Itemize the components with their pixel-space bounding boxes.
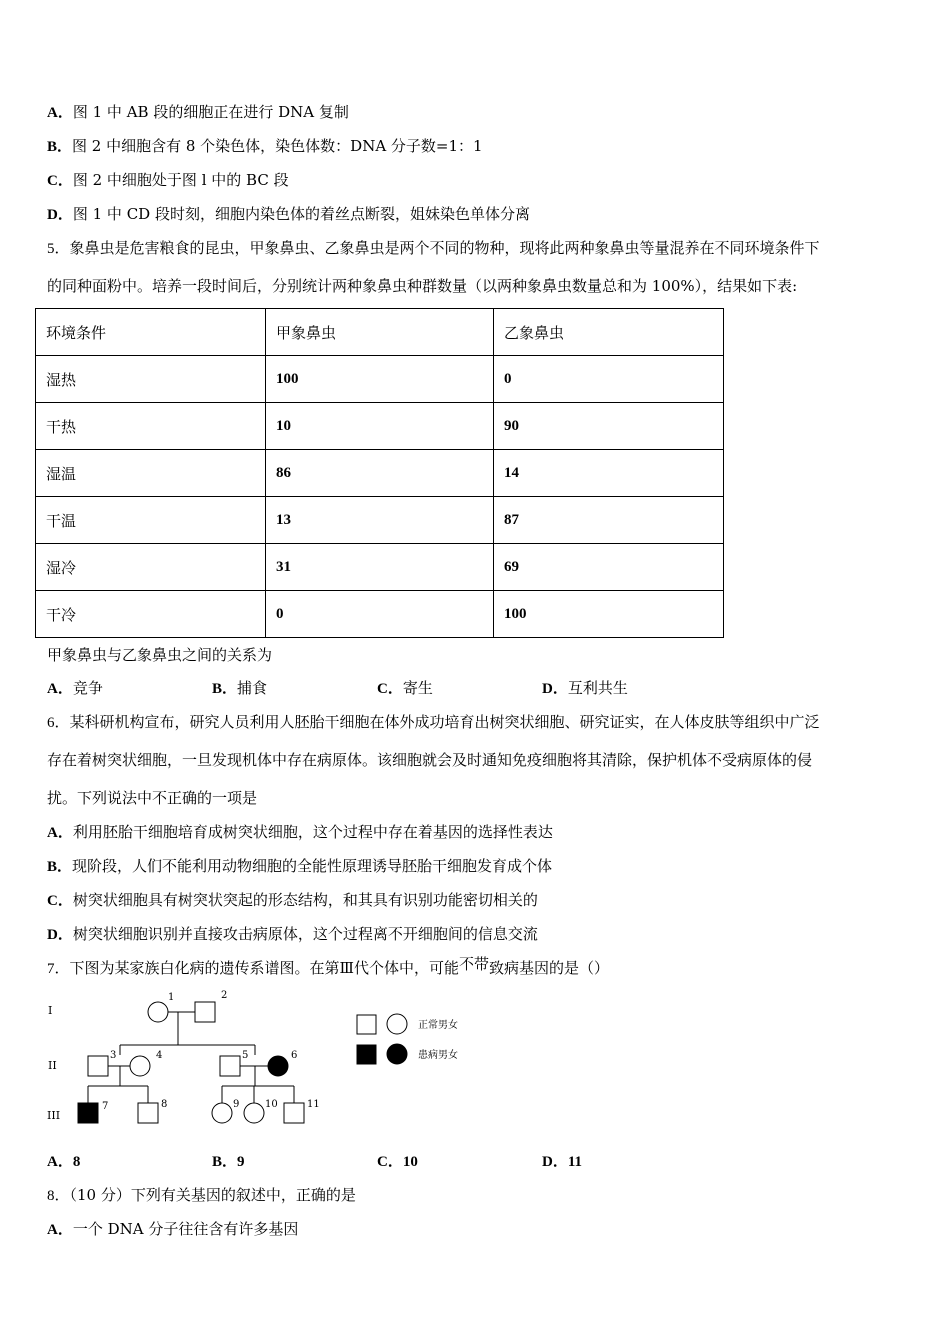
table-cell: 湿热 (36, 356, 266, 403)
q4-option-b: B．图 2 中细胞含有 8 个染色体，染色体数：DNA 分子数=1：1 (47, 137, 483, 155)
table-header-cell: 环境条件 (36, 309, 266, 356)
individual-1-female-normal (148, 1002, 168, 1022)
individual-number: 2 (221, 990, 228, 1001)
q4-option-a: A．图 1 中 AB 段的细胞正在进行 DNA 复制 (47, 103, 349, 121)
table-header-cell: 甲象鼻虫 (266, 309, 494, 356)
table-cell: 0 (266, 591, 494, 638)
individual-9-female-normal (212, 1103, 232, 1123)
q5-option-b: B．捕食 (212, 679, 268, 697)
table-cell: 100 (494, 591, 724, 638)
individual-number: 4 (156, 1050, 163, 1061)
table-row (36, 591, 724, 638)
table-cell: 14 (494, 450, 724, 497)
q6-option-b: B．现阶段，人们不能利用动物细胞的全能性原理诱导胚胎干细胞发育成个体 (47, 857, 553, 875)
individual-7-male-affected (78, 1103, 98, 1123)
q6-stem-line3: 扰。下列说法中不正确的一项是 (47, 789, 258, 807)
table-cell: 湿冷 (36, 544, 266, 591)
legend-normal-male-icon (357, 1015, 376, 1034)
individual-8-male-normal (138, 1103, 158, 1123)
table-cell: 90 (494, 403, 724, 450)
individual-number: 10 (265, 1099, 278, 1110)
table-cell: 13 (266, 497, 494, 544)
individual-number: 5 (242, 1050, 249, 1061)
generation-label: I (48, 1004, 53, 1017)
legend-normal-label: 正常男女 (418, 1020, 458, 1031)
individual-3-male-normal (88, 1056, 108, 1076)
q7-option-d: D．11 (542, 1154, 583, 1170)
table-row (36, 356, 724, 403)
pedigree-chart (40, 985, 480, 1133)
generation-label: II (48, 1059, 57, 1072)
table-header-row (36, 309, 724, 356)
table-cell: 31 (266, 544, 494, 591)
table-cell: 0 (494, 356, 724, 403)
legend-affected-label: 患病男女 (418, 1050, 458, 1061)
individual-number: 7 (102, 1101, 109, 1112)
individual-number: 6 (291, 1050, 298, 1061)
individual-2-male-normal (195, 1002, 215, 1022)
q4-option-d: D．图 1 中 CD 段时刻，细胞内染色体的着丝点断裂，姐妹染色单体分离 (47, 205, 530, 223)
table-row (36, 403, 724, 450)
q6-option-a: A．利用胚胎干细胞培育成树突状细胞，这个过程中存在着基因的选择性表达 (47, 823, 553, 841)
q5-data-table (35, 308, 724, 638)
q5-stem-line1: 5．象鼻虫是危害粮食的昆虫，甲象鼻虫、乙象鼻虫是两个不同的物种，现将此两种象鼻虫等量混养在不同环境条件下 (47, 239, 820, 257)
generation-label: III (47, 1109, 61, 1122)
individual-6-female-affected (268, 1056, 288, 1076)
q7-option-c: C．10 (377, 1154, 418, 1170)
table-cell: 干冷 (36, 591, 266, 638)
q5-option-c: C．寄生 (377, 679, 433, 697)
q7-option-b: B．9 (212, 1154, 245, 1170)
individual-number: 3 (110, 1050, 117, 1061)
individual-number: 9 (233, 1099, 240, 1110)
legend-affected-male-icon (357, 1045, 376, 1064)
q4-option-c: C．图 2 中细胞处于图 l 中的 BC 段 (47, 171, 289, 189)
legend-affected-female-icon (387, 1044, 407, 1064)
q7-option-a: A．8 (47, 1154, 81, 1170)
q6-option-c: C．树突状细胞具有树突状突起的形态结构，和其具有识别功能密切相关的 (47, 891, 538, 909)
table-cell: 87 (494, 497, 724, 544)
table-cell: 86 (266, 450, 494, 497)
table-row (36, 497, 724, 544)
q5-option-d: D．互利共生 (542, 679, 628, 697)
table-cell: 湿温 (36, 450, 266, 497)
table-cell: 干温 (36, 497, 266, 544)
individual-10-female-normal (244, 1103, 264, 1123)
legend-normal-female-icon (387, 1014, 407, 1034)
table-cell: 10 (266, 403, 494, 450)
q8-stem: 8．（10 分）下列有关基因的叙述中，正确的是 (47, 1186, 356, 1204)
table-cell: 100 (266, 356, 494, 403)
table-row (36, 544, 724, 591)
individual-11-male-normal (284, 1103, 304, 1123)
q5-stem-line2: 的同种面粉中。培养一段时间后，分别统计两种象鼻虫种群数量（以两种象鼻虫数量总和为 100%），结果如下表: (47, 277, 798, 295)
q5-option-a: A．竞争 (47, 679, 103, 697)
table-cell: 69 (494, 544, 724, 591)
individual-4-female-normal (130, 1056, 150, 1076)
individual-number: 1 (168, 992, 175, 1003)
table-cell: 干热 (36, 403, 266, 450)
table-header-cell: 乙象鼻虫 (494, 309, 724, 356)
q8-option-a: A．一个 DNA 分子往往含有许多基因 (47, 1220, 299, 1238)
individual-number: 11 (307, 1099, 320, 1110)
table-row (36, 450, 724, 497)
individual-number: 8 (161, 1099, 168, 1110)
q5-question: 甲象鼻虫与乙象鼻虫之间的关系为 (47, 646, 273, 664)
q7-stem: 7．下图为某家族白化病的遗传系谱图。在第Ⅲ代个体中，可能不带致病基因的是（） (47, 955, 610, 977)
q6-option-d: D．树突状细胞识别并直接攻击病原体，这个过程离不开细胞间的信息交流 (47, 925, 538, 943)
q6-stem-line1: 6．某科研机构宣布，研究人员利用人胚胎干细胞在体外成功培育出树突状细胞、研究证实，在人体皮肤等组织中广泛 (47, 713, 820, 731)
q6-stem-line2: 存在着树突状细胞，一旦发现机体中存在病原体。该细胞就会及时通知免疫细胞将其清除，保护机体不受病原体的侵 (47, 751, 813, 769)
individual-5-male-normal (220, 1056, 240, 1076)
